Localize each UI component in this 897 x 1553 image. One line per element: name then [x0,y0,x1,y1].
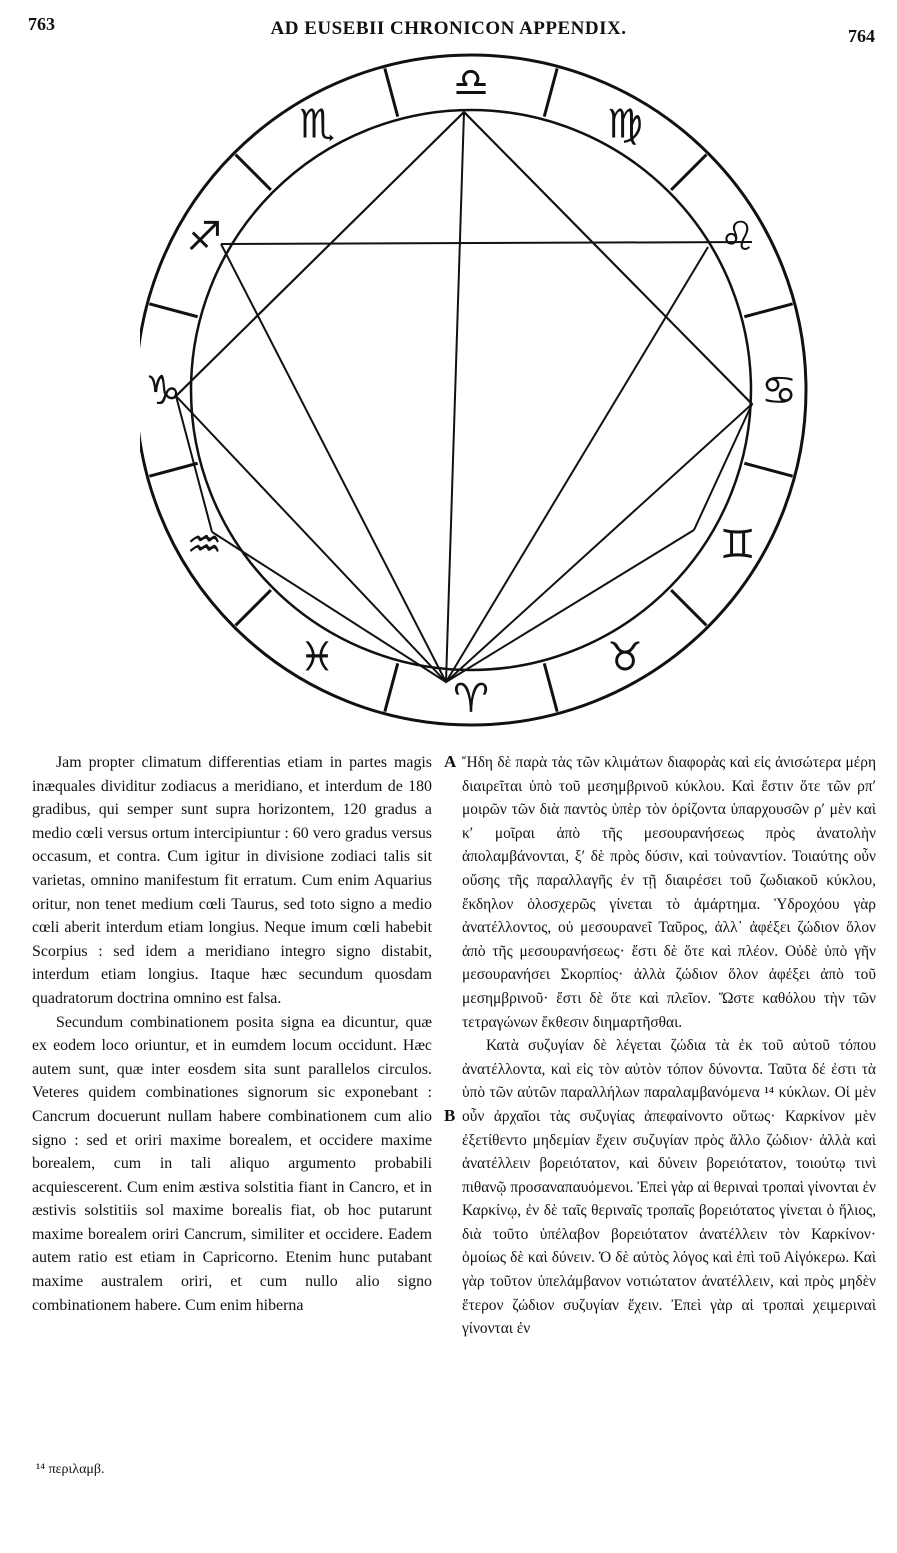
zodiac-diagram [140,52,840,752]
zodiac-glyph: ♋ [761,368,797,414]
page-number-right: 764 [848,26,875,46]
latin-column [32,751,432,1317]
zodiac-glyph: ♓ [299,634,335,681]
zodiac-glyph: ♒ [186,522,223,568]
page-number-left: 763 [28,14,55,34]
sector-divider [744,304,792,317]
sector-divider [671,590,706,625]
greek-paragraph-2: Κατὰ συζυγίαν δὲ λέγεται ζώδια τὰ ἐκ τοῦ αὐτοῦ τόπου ἀνατέλλοντα, καὶ εἰς τὸν αὐτὸν τόπον δύνοντα. Ταῦτα δέ ἐστι τὰ ὑπὸ τῶν αὐτῶν παραλλήλων παραλαμβανόμενα ¹⁴ κύκλων. Οἱ μὲν οὖν ἀρχαῖοι τὰς συζυγίας ἀπεφαίνοντο οὕτως· Καρκίνον μὲν ἐξετίθεντο μηδεμίαν ἔχειν συζυγίαν πρὸς ἄλλο ζώδιον· ἀλλὰ καὶ ἀνατέλλειν βορειότατον, καὶ δύνειν βορειότατον, τοιούτῳ τινὶ πιθανῷ προσαναπαυόμενοι. Ἐπεὶ γὰρ αἱ θεριναὶ τροπαὶ γίνονται ἐν Καρκίνῳ, ἐν δὲ ταῖς θεριναῖς τροπαῖς βορειότατος γίνεται ὁ ἥλιος, διὰ τοῦτο ὑπέλαβον βορειότατον ἀνατέλλειν τὸν Καρκίνον· ὁμοίως δὲ καὶ δύνειν. Ὁ δὲ αὐτὸς λόγος καὶ ἐπὶ τοῦ Αἰγόκερω. Καὶ γὰρ τοῦτον ὑπελάμβανον νοτιώτατον ἀνατέλλειν, καὶ πρὸς μηδὲν ἕτερον ζώδιον συζυγίαν ἔχειν. Ἐπεὶ γὰρ αἱ τροπαὶ χειμεριναὶ γίνονται ἐν [462,1037,876,1338]
zodiac-glyph: ♉ [607,634,643,681]
sector-dividers [149,68,792,711]
sector-divider [236,155,271,190]
sector-divider [149,304,197,317]
latin-paragraph-2: Secundum combinationem posita signa ea dicuntur, quæ ex eodem loco oriuntur, et in eumdem locum occidunt. Hæc autem sunt, quæ inter eosdem sita sunt parallelos circulos. Veteres quidem combinationes signorum sic exponebant : Cancrum docuerunt nullam habere combinationem cum alio signo : sed et oriri maxime borealem, et occidere maxime borealem, cum in tali aliquo argumento probabili acquiescerent. Cum enim æstiva solstitia fiant in Cancro, et in æstivis solstitiis sol maxime borealis fiat, ob hoc putarunt maxime borealem oriri Cancrum, similiter et occidere. Eadem autem ratio est etiam in Capricorno. Etenim hunc putabant maxime australem oriri, et cum nullo alio signo combinationem habere. Cum enim hiberna [32,1013,432,1314]
inner-ring [191,110,751,670]
margin-marker-b: B [444,1106,456,1125]
zodiac-glyph: ♎ [453,60,489,106]
footnote: ¹⁴ περιλαμβ. [36,1462,105,1477]
zodiac-glyph: ♏ [299,101,335,148]
sector-divider [149,463,197,476]
sector-divider [544,663,557,711]
sector-divider [236,590,271,625]
zodiac-glyph: ♈ [453,676,489,722]
zodiac-glyphs [145,60,797,722]
margin-marker-a: A [444,752,457,771]
sector-divider [544,68,557,116]
zodiac-glyph: ♊ [719,522,756,568]
running-title: AD EUSEBII CHRONICON APPENDIX. [270,18,627,39]
latin-paragraph-1: Jam propter climatum differentias etiam in partes magis inæquales dividitur zodiacus a meridiano, et interdum de 180 gradibus, qui semper sunt supra horizontem, 120 gradus a medio cœli versus ortum intercipiuntur : 60 vero gradus versus occasum, et contra. Cum igitur in divisione zodiaci talis sit varietas, omnino manifestum fit erratum. Cum enim Aquarius oritur, non tenet medium cœli Taurus, sed toto signo a medio cœli aberit interdum etiam longius. Neque imum cœli habebit Scorpius : sed idem a meridiano integro signo distabit, interdum etiam longius. Itaque hæc secundum quosdam quadratorum doctrina omnino est falsa. [32,754,432,1007]
zodiac-glyph: ♍ [607,101,643,148]
greek-column [462,751,876,1341]
sector-divider [385,68,398,116]
sector-divider [671,155,706,190]
sector-divider [744,463,792,476]
sector-divider [385,663,398,711]
zodiac-glyph: ♌ [719,214,756,260]
zodiac-glyph: ♑ [145,368,181,414]
greek-paragraph-1: Ἤδη δὲ παρὰ τὰς τῶν κλιμάτων διαφορὰς καὶ εἰς ἀνισώτερα μέρη διαιρεῖται ὑπὸ τοῦ μεσημβρινοῦ κύκλου. Καὶ ἔστιν ὅτε τῶν ρπ′ μοιρῶν τῶν διὰ παντὸς ὑπὲρ τὸν ὁρίζοντα ὑπαρχουσῶν ρ′ μὲν καὶ κ′ μοῖραι ἀπὸ τῆς μεσουρανήσεως πρὸς ἀνατολὴν ἀπολαμβάνονται, ξ′ δὲ πρὸς δύσιν, καὶ τοὐναντίον. Τοιαύτης οὖν οὔσης τῆς παραλλαγῆς ἐν τῇ διαιρέσει τοῦ ζωδιακοῦ κύκλου, ἔκδηλον ὁλοσχερῶς γίνεται τὸ ἁμάρτημα. Ὑδροχόου γὰρ ἀνατέλλοντος, οὐ μεσουρανεῖ Ταῦρος, ἀλλ᾽ ἀφέξει ζώδιον ὅλον ἀπὸ τῆς μεσουρανήσεως· ἔστι δὲ ὅτε καὶ πλέον. Οὐδὲ ὑπὸ γῆν μεσουρανήσει Σκορπίος· ἀλλὰ ζώδιον ὅλον ἀφέξει ἀπὸ τοῦ μεσημβρινοῦ· ἔστι δὲ ὅτε καὶ πλεῖον. Ὥστε καθόλου τὴν τῶν τετραγώνων ἔκθεσιν διημαρτῆσθαι. [462,754,876,1031]
zodiac-glyph: ♐ [186,214,223,260]
